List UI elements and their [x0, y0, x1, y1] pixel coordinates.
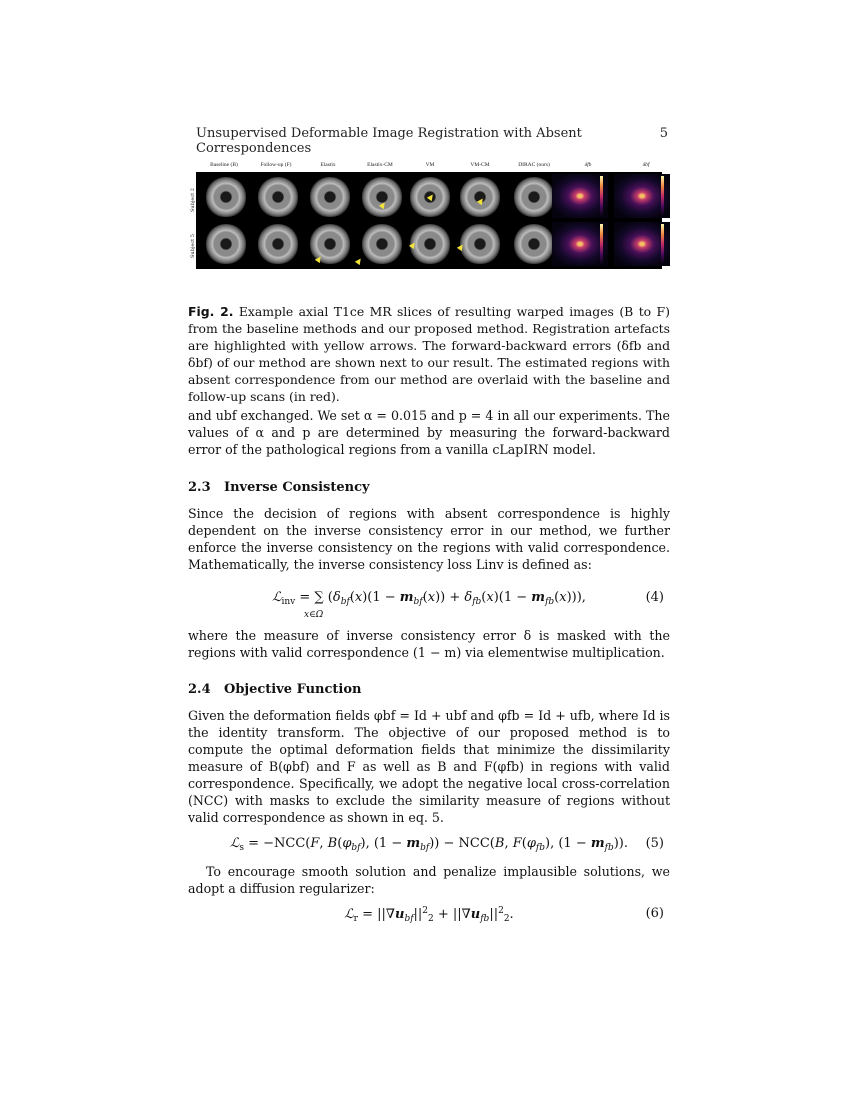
col-header-elastix: Elastix: [320, 162, 336, 168]
col-header-baseline: Baseline (B): [210, 162, 238, 168]
yellow-arrow-icon: [355, 257, 363, 265]
section-title: Objective Function: [224, 682, 362, 697]
paragraph-2-4: Given the deformation fields φbf = Id + ubf and φfb = Id + ufb, where Id is the identity transform. The objective of our proposed method is to compute the optimal deformation fields that minimize the dissimilarity measure of B(φbf) and F as well as B and F(φfb) in regions with valid correspondence. Specifically, we adopt the negative local cross-correlation (NCC) with masks to exclude the similarity measure of regions without valid correspondence as shown in eq. 5.: [188, 708, 670, 825]
figure-image-grid: [190, 172, 662, 269]
brain-slice: [206, 224, 246, 264]
brain-slice: [206, 177, 246, 217]
brain-slice: [514, 224, 554, 264]
section-heading-2-4: [188, 682, 361, 697]
col-header-elastix-cm: Elastix-CM: [367, 162, 393, 168]
sum-subscript: x∈Ω: [304, 610, 324, 620]
colorbar: [600, 176, 603, 216]
section-number: 2.3: [188, 480, 211, 495]
col-header-vm-cm: VM-CM: [470, 162, 490, 168]
colorbar: [661, 224, 664, 264]
paragraph-intro: and ubf exchanged. We set α = 0.015 and p = 4 in all our experiments. The values of α and p are determined by measuring the forward-backward error of the pathological regions from a vanilla cLapIRN model.: [188, 408, 670, 457]
col-header-delta-fb: δfb: [584, 162, 592, 168]
col-header-dirac: DIRAC (ours): [518, 162, 550, 168]
colorbar: [600, 224, 603, 264]
equation-6-body: ℒ$_r$ = $||\nabla u_{bf}||^2_2 + ||\nabla u_{fb}||^2_2$.: [344, 906, 514, 924]
running-head: [196, 126, 668, 156]
figure-column-headers: [188, 158, 672, 172]
equation-number: (6): [645, 906, 664, 921]
brain-slice: [460, 224, 500, 264]
equation-6: [188, 906, 670, 926]
brain-slice: [514, 177, 554, 217]
colorbar: [661, 176, 664, 216]
page-number: 5: [659, 126, 668, 141]
paragraph-2-3-after: where the measure of inverse consistency error δ is masked with the regions with valid correspondence (1 − m) via elementwise multiplication.: [188, 628, 670, 660]
equation-5: [188, 836, 670, 856]
section-title: Inverse Consistency: [224, 480, 370, 495]
section-number: 2.4: [188, 682, 211, 697]
equation-number: (5): [645, 836, 664, 851]
section-heading-2-3: [188, 480, 370, 495]
col-header-delta-bf: δbf: [642, 162, 650, 168]
running-title: Unsupervised Deformable Image Registration with Absent Correspondences: [196, 126, 582, 156]
row-label-subject-2: Subject 2: [190, 188, 196, 212]
figure-2: [188, 158, 672, 269]
equation-4-body: ℒ$_{inv}$ = ∑ $(\delta_{bf}(x)(1 - m_{bf}(x)) + \delta_{fb}(x)(1 - m_{fb}(x)))$,: [272, 590, 586, 607]
figure-caption: [188, 303, 670, 405]
caption-text: Example axial T1ce MR slices of resulting warped images (B to F) from the baseline methods and our proposed method. Registration artefacts are highlighted with yellow arrows. The forward-backward errors (δfb and δbf) of our method are shown next to our result. The estimated regions with absent correspondence from our method are overlaid with the baseline and follow-up scans (in red).: [188, 304, 670, 404]
col-header-followup: Follow-up (F): [260, 162, 292, 168]
equation-number: (4): [645, 590, 664, 605]
paragraph-2-4-regularizer: To encourage smooth solution and penalize implausible solutions, we adopt a diffusion regularizer:: [188, 864, 670, 896]
equation-5-body: ℒ$_s$ = −NCC(F, $B(\varphi_{bf})$, $(1 - m_{bf})) - NCC(B$, $F(\varphi_{fb})$, $(1 - m_{fb})$).: [229, 836, 628, 853]
caption-label: Fig. 2.: [188, 304, 234, 319]
row-label-subject-5: Subject 5: [190, 234, 196, 258]
brain-slice: [362, 177, 402, 217]
equation-4: [188, 588, 670, 626]
brain-slice: [310, 177, 350, 217]
brain-slice: [258, 177, 298, 217]
col-header-vm: VM: [425, 162, 435, 168]
paragraph-2-3: Since the decision of regions with absent correspondence is highly dependent on the inverse consistency error in our method, we further enforce the inverse consistency on the regions with valid correspondence. Mathematically, the inverse consistency loss Linv is defined as:: [188, 506, 670, 572]
brain-slice: [362, 224, 402, 264]
brain-slice: [258, 224, 298, 264]
